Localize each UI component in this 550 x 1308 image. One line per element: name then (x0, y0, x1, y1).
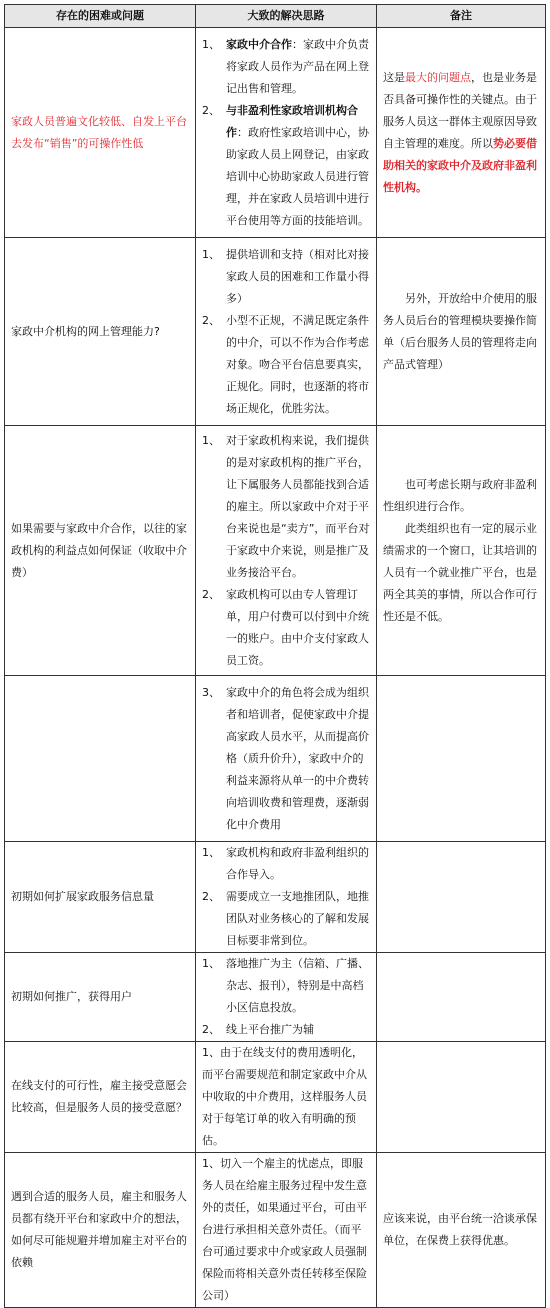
solution-cell (196, 842, 377, 953)
item-number: 1、 (202, 247, 220, 261)
issue-cell: 遇到合适的服务人员，雇主和服务人员都有绕开平台和家政中介的想法，如何尽可能规避并增加雇主对平台的依赖 (5, 1153, 196, 1308)
item-body: 提供培训和支持（相对比对接家政人员的困难和工作量小得多） (226, 247, 369, 305)
solution-item (202, 310, 370, 420)
issue-cell: 在线支付的可行性，雇主接受意愿会比较高，但是服务人员的接受意愿？ (5, 1042, 196, 1153)
item-body: ：政府性家政培训中心，协助家政人员上网登记，由家政培训中心协助家政人员进行管理，并在家政人员培训中进行平台使用等方面的技能培训。 (226, 125, 369, 227)
item-body: 家政中介的角色将会成为组织者和培训者，促使家政中介提高家政人员水平，从而提高价格（质升价升），家政中介的利益来源将从单一的中介费转向培训收费和管理费，逐渐弱化中介费用 (226, 685, 369, 831)
item-title: 与非盈利性家政培训机构合作 (226, 103, 358, 139)
item-title: 家政中介合作 (226, 37, 292, 51)
header-row (5, 5, 546, 28)
note-text: ，也是业务是否具备可操作性的关键点。由于服务人员这一群体主观原因导致自主管理的难度。所以 (383, 70, 537, 150)
solution-item (202, 430, 370, 584)
solution-item (202, 1019, 370, 1041)
header-issue: 存在的困难或问题 (5, 5, 196, 28)
issue-cell: 初期如何扩展家政服务信息量 (5, 842, 196, 953)
note-paragraph: 也可考虑长期与政府非盈利性组织进行合作。 (383, 477, 537, 513)
issue-cell (5, 676, 196, 842)
solution-item (202, 584, 370, 672)
issue-cell: 初期如何推广，获得用户 (5, 953, 196, 1042)
table-row (5, 842, 546, 953)
solution-item (202, 244, 370, 310)
table-row (5, 1153, 546, 1308)
issue-cell: 家政中介机构的网上管理能力? (5, 238, 196, 426)
issues-table (4, 4, 546, 1308)
item-body: ：家政中介负责将家政人员作为产品在网上登记出售和管理。 (226, 37, 369, 95)
item-body: 家政机构和政府非盈利组织的合作导入。 (226, 846, 369, 881)
item-body: 需要成立一支地推团队，地推团队对业务核心的了解和发展目标要非常到位。 (226, 890, 369, 947)
item-number: 3、 (202, 685, 220, 699)
issue-cell: 如果需要与家政中介合作，以往的家政机构的利益点如何保证（收取中介费） (5, 426, 196, 676)
solution-item (202, 953, 370, 1019)
solution-cell: 1、切入一个雇主的忧虑点，即服务人员在给雇主服务过程中发生意外的责任，如果通过平台，可由平台进行承担相关意外责任。（而平台可通过要求中介或家政人员强制保险而将相关意外责任转移至保险公司） (196, 1153, 377, 1308)
item-number: 1、 (202, 957, 220, 970)
table-row (5, 426, 546, 676)
solution-item (202, 842, 370, 886)
note-cell (377, 676, 546, 842)
issue-cell: 家政人员普遍文化较低、自发上平台去发布“销售”的可操作性低 (5, 28, 196, 238)
item-body: 家政机构可以由专人管理订单，用户付费可以付到中介统一的账户。由中介支付家政人员工资。 (226, 587, 369, 667)
solution-item (202, 34, 370, 100)
header-solution: 大致的解决思路 (196, 5, 377, 28)
solution-cell (196, 28, 377, 238)
item-number: 2、 (202, 103, 220, 117)
solution-cell (196, 238, 377, 426)
header-note: 备注 (377, 5, 546, 28)
table-row (5, 28, 546, 238)
solution-item (202, 682, 370, 836)
note-highlight: 最大的问题点 (405, 70, 471, 84)
item-number: 2、 (202, 313, 220, 327)
note-cell: 另外，开放给中介使用的服务人员后台的管理模块要操作简单（后台服务人员的管理将走向产品式管理） (377, 238, 546, 426)
note-cell (377, 1042, 546, 1153)
item-number: 1、 (202, 37, 220, 51)
note-cell (377, 426, 546, 676)
solution-item (202, 100, 370, 232)
note-text: 这是 (383, 70, 405, 84)
item-number: 2、 (202, 587, 220, 601)
note-cell (377, 953, 546, 1042)
item-number: 2、 (202, 1023, 220, 1036)
item-body: 对于家政机构来说，我们提供的是对家政机构的推广平台，让下属服务人员都能找到合适的雇主。所以家政中介对于平台来说也是“卖方”，而平台对于家政中介来说，则是推广及业务接洽平台。 (226, 433, 370, 579)
solution-item (202, 886, 370, 952)
item-number: 1、 (202, 433, 220, 447)
item-body: 小型不正规，不满足既定条件的中介，可以不作为合作考虑对象。吻合平台信息要真实，正规化。同时，也逐渐的将市场正规化，优胜劣汰。 (226, 313, 369, 415)
item-body: 线上平台推广为辅 (226, 1023, 314, 1036)
solution-cell (196, 676, 377, 842)
item-number: 1、 (202, 846, 220, 859)
item-body: 落地推广为主（信箱、广播、杂志、报刊），特别是中高档小区信息投放。 (226, 957, 369, 1014)
solution-cell (196, 426, 377, 676)
solution-cell: 1、由于在线支付的费用透明化，而平台需要规范和制定家政中介从中收取的中介费用，这样服务人员对于每笔订单的收入有明确的预估。 (196, 1042, 377, 1153)
note-emphasis: 势必要借助相关的家政中介及政府非盈利性机构。 (383, 136, 537, 194)
table-row (5, 676, 546, 842)
note-cell: 应该来说，由平台统一洽谈承保单位，在保费上获得优惠。 (377, 1153, 546, 1308)
note-cell (377, 28, 546, 238)
table-row (5, 238, 546, 426)
item-number: 2、 (202, 890, 220, 903)
table-row (5, 953, 546, 1042)
table-row (5, 1042, 546, 1153)
solution-cell (196, 953, 377, 1042)
note-paragraph: 此类组织也有一定的展示业绩需求的一个窗口，让其培训的人员有一个就业推广平台，也是两全其美的事情，所以合作可行性还是不低。 (383, 521, 537, 623)
note-cell (377, 842, 546, 953)
